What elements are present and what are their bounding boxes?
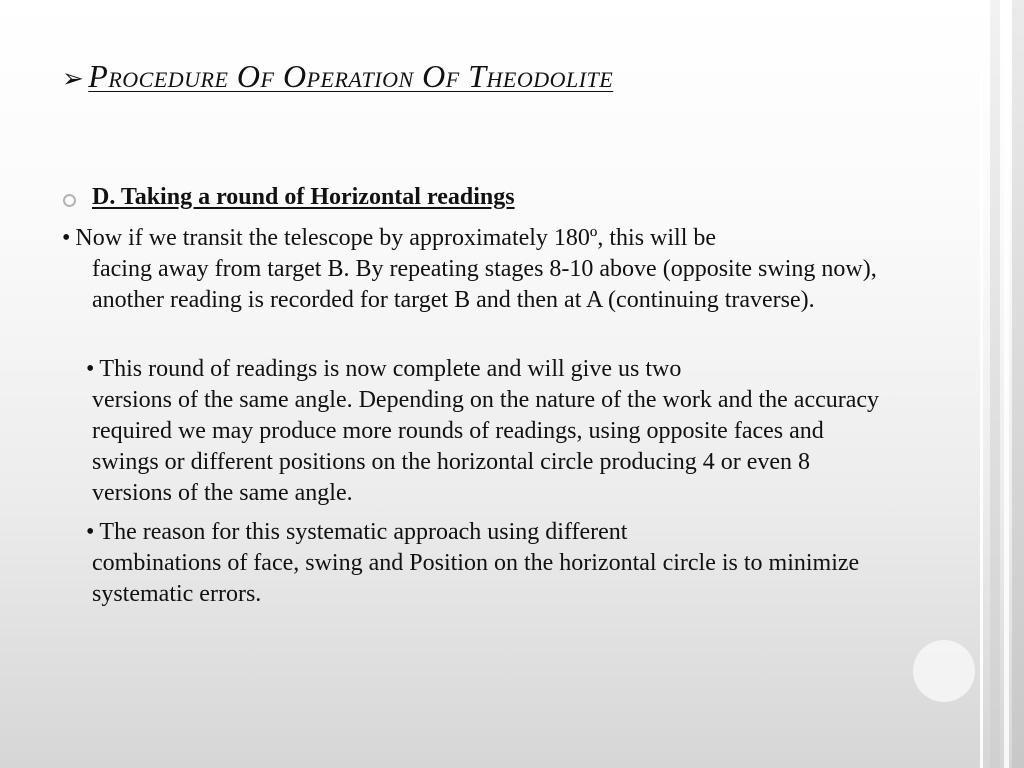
bullet-paragraph [86, 354, 886, 509]
ring-bullet-icon [63, 194, 76, 207]
decorative-circle [913, 640, 975, 702]
slide-title-text: Procedure Of Operation Of Theodolite [88, 58, 614, 94]
paragraph-continuation: versions of the same angle. Depending on the nature of the work and the accuracy required we may produce more rounds of readings, using opposite faces and swings or different positions on the horizontal circle producing 4 or even 8 versions of the same angle. [92, 387, 880, 506]
paragraph-first-line-text: The reason for this systematic approach using different [99, 519, 628, 545]
section-heading: D. Taking a round of Horizontal readings [92, 184, 515, 210]
bullet-paragraph [86, 517, 886, 610]
decorative-stripe [1012, 0, 1024, 768]
paragraph-first-line-text: This round of readings is now complete and will give us two [99, 356, 682, 382]
decorative-stripe [990, 0, 1000, 768]
paragraph-first-line [86, 517, 886, 548]
paragraph-first-line-text: Now if we transit the telescope by approximately 180º, this will be [75, 225, 717, 251]
bullet-dot-icon: • [86, 356, 95, 382]
paragraph-first-line [62, 223, 892, 254]
slide-title [62, 58, 613, 95]
paragraph-continuation: facing away from target B. By repeating stages 8-10 above (opposite swing now), another reading is recorded for target B and then at A (continuing traverse). [92, 256, 877, 313]
bullet-dot-icon: • [62, 225, 71, 251]
paragraph-first-line [86, 354, 886, 385]
decorative-stripe [1004, 0, 1009, 768]
bullet-paragraph [62, 223, 892, 316]
decorative-stripe [980, 0, 983, 768]
bullet-dot-icon: • [86, 519, 95, 545]
arrowhead-bullet-icon: ➢ [62, 64, 85, 93]
paragraph-continuation: combinations of face, swing and Position on the horizontal circle is to minimize systematic errors. [92, 550, 860, 607]
